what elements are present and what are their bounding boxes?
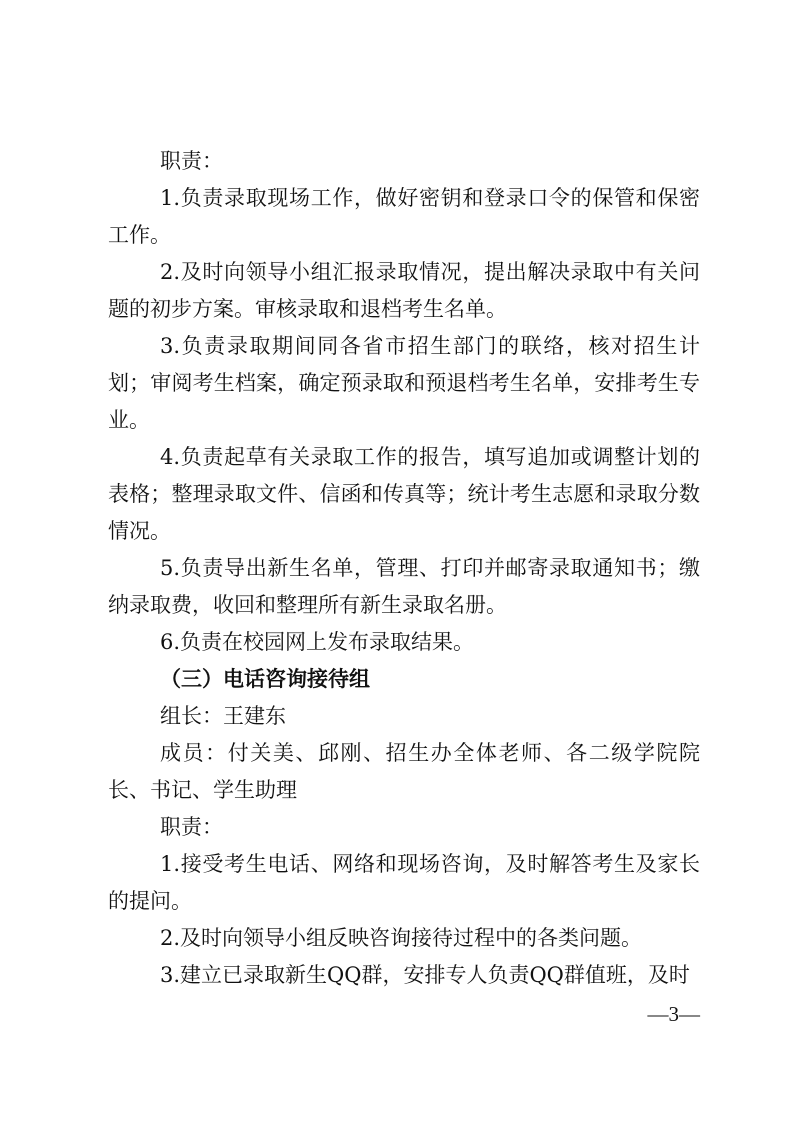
section-heading: （三）电话咨询接待组 — [160, 667, 370, 691]
page-number: —3— — [647, 1002, 700, 1026]
paragraph-consult-duty-2: 2.及时向领导小组反映咨询接待过程中的各类问题。 — [160, 926, 643, 950]
paragraph-duties-label-2: 职责： — [160, 815, 223, 839]
document-body — [108, 143, 700, 994]
paragraph-consult-duty-3: 3.建立已录取新生QQ群，安排专人负责QQ群值班，及时 — [160, 963, 690, 987]
paragraph-duties-label: 职责： — [160, 149, 223, 173]
paragraph-duty-5: 5.负责导出新生名单，管理、打印并邮寄录取通知书；缴纳录取费，收回和整理所有新生录取名册。 — [108, 556, 700, 617]
paragraph-duty-2: 2.及时向领导小组汇报录取情况，提出解决录取中有关问题的初步方案。审核录取和退档考生名单。 — [108, 260, 700, 321]
paragraph-duty-3: 3.负责录取期间同各省市招生部门的联络，核对招生计划；审阅考生档案，确定预录取和预退档考生名单，安排考生专业。 — [108, 334, 700, 432]
paragraph-consult-duty-1: 1.接受考生电话、网络和现场咨询，及时解答考生及家长的提问。 — [108, 852, 700, 913]
paragraph-group-leader: 组长：王建东 — [160, 704, 286, 728]
paragraph-duty-4: 4.负责起草有关录取工作的报告，填写追加或调整计划的表格；整理录取文件、信函和传真等；统计考生志愿和录取分数情况。 — [108, 445, 700, 543]
paragraph-duty-1: 1.负责录取现场工作，做好密钥和登录口令的保管和保密工作。 — [108, 186, 700, 247]
paragraph-members: 成员：付关美、邱刚、招生办全体老师、各二级学院院长、书记、学生助理 — [108, 741, 700, 802]
paragraph-duty-6: 6.负责在校园网上发布录取结果。 — [160, 630, 475, 654]
